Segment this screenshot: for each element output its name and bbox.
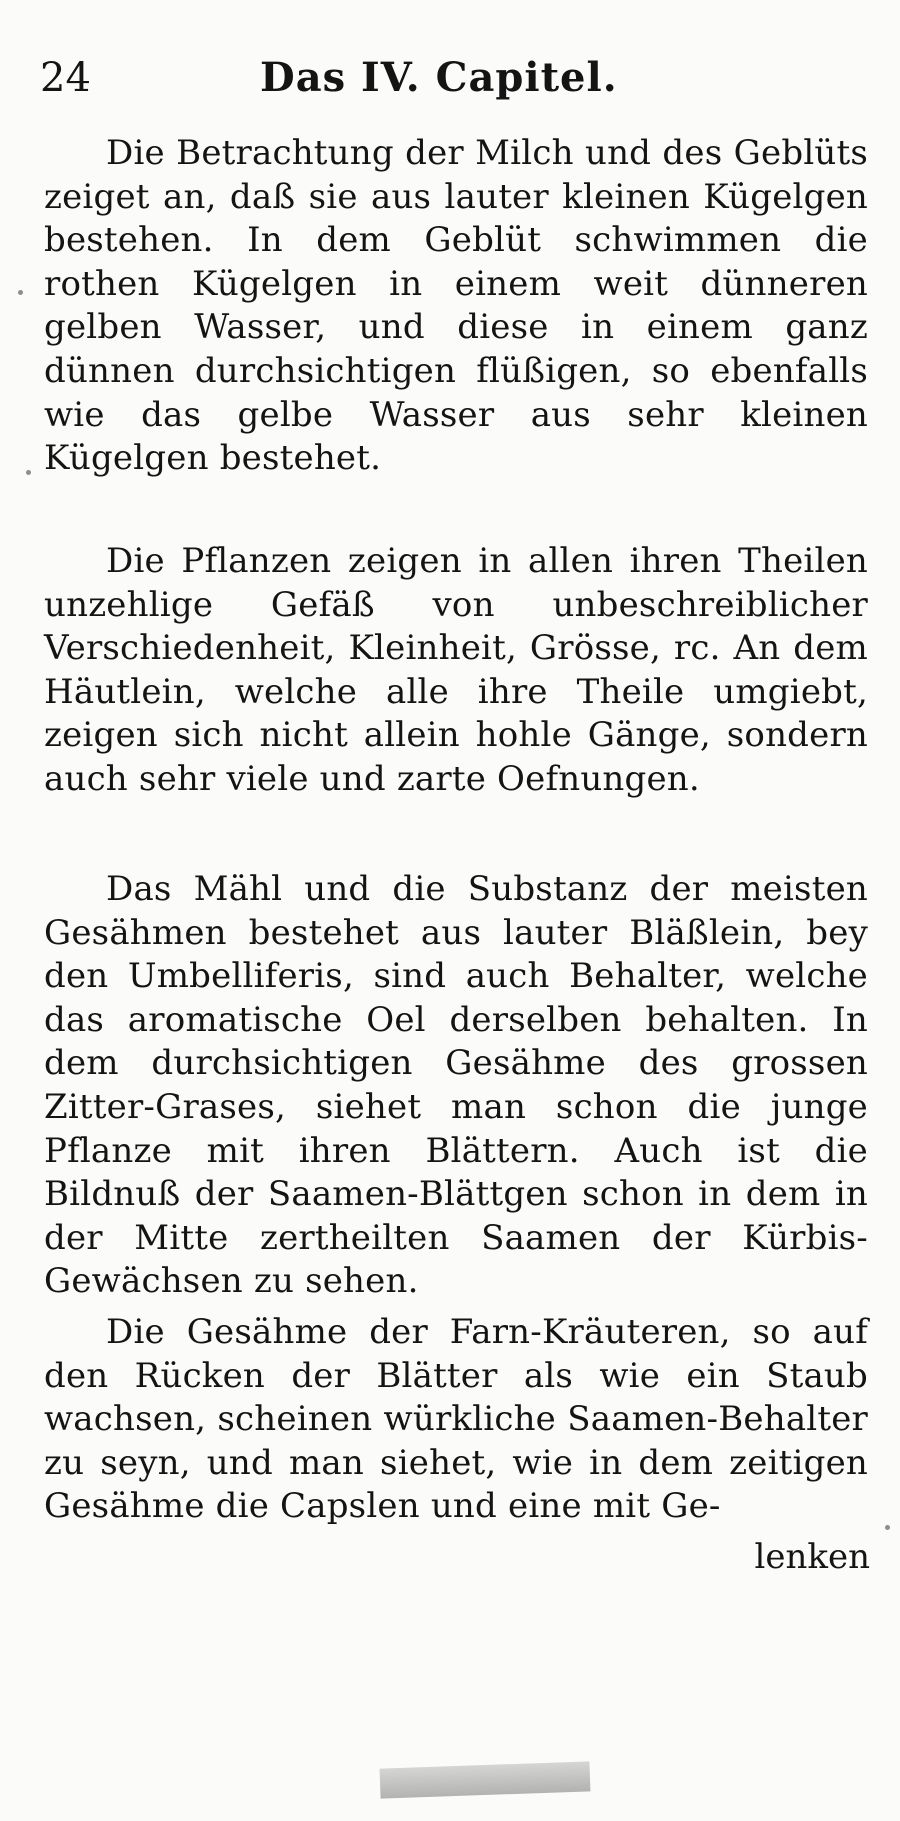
chapter-title: Das IV. Capitel. (260, 54, 618, 101)
paragraph-plant-vessels: Die Pflanzen zeigen in allen ihren Theilen unzehlige Gefäß von unbeschreiblicher Verschiedenheit, Kleinheit, Grösse, rc. An dem Häutlein, welche alle ihre Theile umgiebt, zeigen sich nicht allein hohle Gänge, sondern auch sehr viele und zarte Oefnungen. (44, 541, 868, 799)
paragraph-blood-globules: Die Betrachtung der Milch und des Geblüts zeiget an, daß sie aus lauter kleinen Kügelgen bestehen. In dem Geblüt schwimmen die rothen Kügelgen in einem weit dünneren gelben Wasser, und diese in einem ganz dünnen durchsichtigen flüßigen, so ebenfalls wie das gelbe Wasser aus sehr kleinen Kügelgen bestehet. (44, 133, 868, 479)
scan-speck (26, 470, 31, 475)
scan-speck (18, 290, 23, 295)
scan-artifact (380, 1761, 591, 1798)
catchword: lenken (754, 1537, 870, 1577)
paragraph-fern-seeds: Die Gesähme der Farn-Kräuteren, so auf den Rücken der Blätter als wie ein Staub wachsen, scheinen würkliche Saamen-Behalter zu seyn, und man siehet, wie in dem zeitigen Gesähme die Capslen und eine mit Ge- (44, 1312, 868, 1527)
scan-speck (885, 1525, 890, 1530)
paragraph-seed-structure: Das Mähl und die Substanz der meisten Gesähmen bestehet aus lauter Bläßlein, bey den Umbelliferis, sind auch Behalter, welche das aromatische Oel derselben behalten. In dem durchsichtigen Gesähme des grossen Zitter-Grases, siehet man schon die junge Pflanze mit ihren Blättern. Auch ist die Bildnuß der Saamen-Blättgen schon in dem in der Mitte zertheilten Saamen der Kürbis-Gewächsen zu sehen. (44, 869, 868, 1302)
page-number: 24 (40, 55, 91, 101)
page-header (40, 50, 870, 106)
page-body (44, 132, 868, 1531)
